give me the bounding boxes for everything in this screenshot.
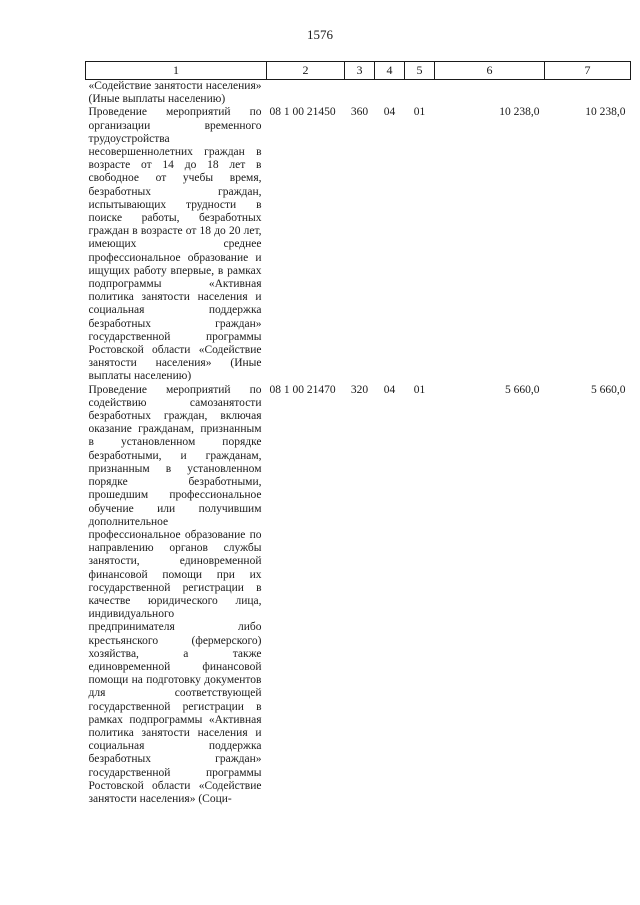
header-col-3: 3 bbox=[345, 62, 375, 80]
budget-table bbox=[85, 61, 631, 806]
row-subsection bbox=[405, 80, 435, 107]
table-body bbox=[86, 80, 631, 807]
row-amount-1: 10 238,0 bbox=[499, 106, 540, 119]
row-amount-2: 10 238,0 bbox=[585, 106, 626, 119]
header-col-7: 7 bbox=[545, 62, 631, 80]
row-target-code: 08 1 00 21450 bbox=[269, 106, 336, 119]
header-col-2: 2 bbox=[267, 62, 345, 80]
row-target-code: 08 1 00 21470 bbox=[269, 383, 336, 396]
table-row bbox=[86, 106, 631, 383]
header-col-5: 5 bbox=[405, 62, 435, 80]
row-section bbox=[375, 80, 405, 107]
table-row bbox=[86, 80, 631, 107]
row-expense-type: 360 bbox=[350, 106, 369, 119]
header-col-6: 6 bbox=[435, 62, 545, 80]
row-description: «Содействие занятости населения» (Иные выплаты населению) bbox=[88, 80, 262, 106]
row-target-code bbox=[267, 80, 345, 107]
row-amount-1: 5 660,0 bbox=[505, 383, 540, 396]
row-subsection: 01 bbox=[413, 106, 426, 119]
header-col-1: 1 bbox=[86, 62, 267, 80]
table-row bbox=[86, 384, 631, 807]
page-number: 1576 bbox=[307, 27, 333, 42]
row-amount-2: 5 660,0 bbox=[591, 383, 626, 396]
row-expense-type: 320 bbox=[350, 383, 369, 396]
row-expense-type bbox=[345, 80, 375, 107]
row-subsection: 01 bbox=[413, 383, 426, 396]
header-col-4: 4 bbox=[375, 62, 405, 80]
row-amount-1 bbox=[435, 80, 545, 107]
header-row bbox=[86, 62, 631, 80]
row-section: 04 bbox=[383, 383, 396, 396]
row-section: 04 bbox=[383, 106, 396, 119]
table-header bbox=[86, 62, 631, 80]
row-description: Проведение мероприятий по организации временного трудоустройства несовершеннолетних граждан в возрасте от 14 до 18 лет в свободное от учебы время, безработных граждан, испытывающих трудности в поиске работы, безработных граждан в возрасте от 18 до 20 лет, имеющих среднее профессиональное образование и ищущих работу впервые, в рамках подпрограммы «Активная политика занятости населения и социальная поддержка безработных граждан» государственной программы Ростовской области «Содействие занятости населения» (Иные выплаты населению) bbox=[88, 106, 262, 383]
row-amount-2 bbox=[545, 80, 631, 107]
row-description: Проведение мероприятий по содействию самозанятости безработных граждан, включая оказание гражданам, признанным в установленном порядке безработными, и гражданам, признанным в установленном порядке безработными, прошедшим профессиональное обучение или получившим дополнительное профессиональное образование по направлению органов службы занятости, единовременной финансовой помощи при их государственной регистрации в качестве юридического лица, индивидуального предпринимателя либо крестьянского (фермерского) хозяйства, а также единовременной финансовой помощи на подготовку документов для соответствующей государственной регистрации в рамках подпрограммы «Активная политика занятости населения и социальная поддержка безработных граждан» государственной программы Ростовской области «Содействие занятости населения» (Соци- bbox=[88, 383, 262, 805]
